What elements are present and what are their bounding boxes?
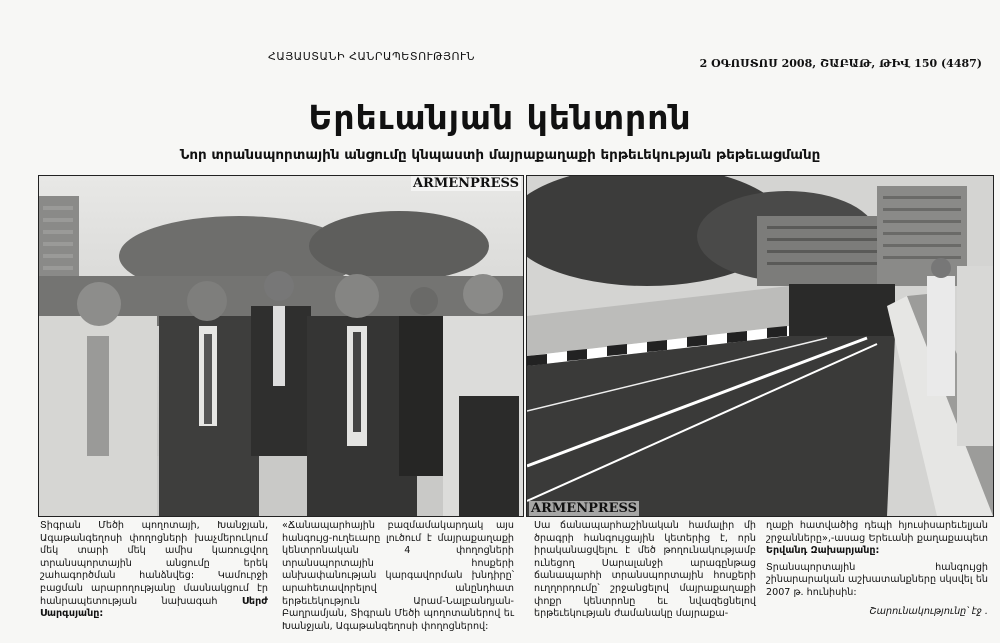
person-name: Սերժ Սարգսյանը: <box>40 595 268 620</box>
issue-info: 2 ՕԳՈՍՏՈՍ 2008, ՇԱԲԱԹ, ԹԻՎ 150 (4487) <box>699 57 982 70</box>
article-column-3 <box>534 520 756 621</box>
officials-photo-image <box>39 176 523 516</box>
photo-credit: ARMENPRESS <box>531 501 638 516</box>
continued-note: Շարունակությունը՝ էջ . <box>869 605 988 617</box>
newspaper-name: ՀԱՅԱՍՏԱՆԻ ՀԱՆՐԱՊԵՏՈՒԹՅՈՒՆ <box>268 50 475 63</box>
person-name: Երվանդ Զախարյանը: <box>766 545 880 557</box>
article-column-4 <box>766 520 988 618</box>
article-title: Երեւանյան կենտրոն <box>308 98 692 137</box>
column-text: ղաքի հատվածից դեպի հյուսիսարեւելյան շրջանները»,-ասաց Երեւանի քաղաքապետ <box>766 520 988 544</box>
column-text: Սա ճանապարհաշինական համալիր մի ծրագրի հանգույցային կետերից է, որն իրականացվելու է մեծ թողունակությամբ ունեցող Սարալանջի արագընթաց ճանապարհի տրանսպորտային հոսքերի ուղղորդումը՝ շրջանցելով մայրաքաղաքի փոքր կենտրոնը եւ նվազեցնելով երթեւեկության ժամանակը մայրաքա- <box>534 520 756 620</box>
photo-officials <box>38 175 524 517</box>
underpass-photo-image <box>527 176 993 516</box>
column-text: Տիգրան Մեծի պողոտայի, Խանջյան, Ագաթանգեղոսի փողոցների խաչմերուկում մեկ տարի մեկ ամիս կառուցվող տրանսպորտային անցումը երեկ շահագործման հանձնվեց: Կամուրջի բացման արարողությանը մասնակցում էր հանրապետության նախագահ <box>40 520 268 607</box>
photo-underpass <box>526 175 994 517</box>
photo-credit: ARMENPRESS <box>412 176 519 191</box>
column-text: Տրանսպորտային հանգույցի շինարարական աշխատանքները սկսվել են 2007 թ. հունիսին: <box>766 561 988 598</box>
article-subtitle: Նոր տրանսպորտային անցումը կնպաստի մայրաքաղաքի երթեւեկության թեթեւացմանը <box>179 147 821 163</box>
column-text: «Ճանապարհային բազմամակարդակ այս հանգույց-ուղեւարը լուծում է մայրաքաղաքի կենտրոնական 4 փողոցների տրանսպորտային հոսքերի անխափանության կարգավորման խնդիրը՝ արահետավորելով անընդհատ երթեւեկություն Արամ-Նալբանդյան-Բաղրամյան, Տիգրան Մեծի պողոտաներով եւ Խանջյան, Ագաթանգեղոսի փողոցներով: <box>282 520 514 632</box>
article-column-1 <box>40 520 268 621</box>
article-column-2 <box>282 520 514 633</box>
